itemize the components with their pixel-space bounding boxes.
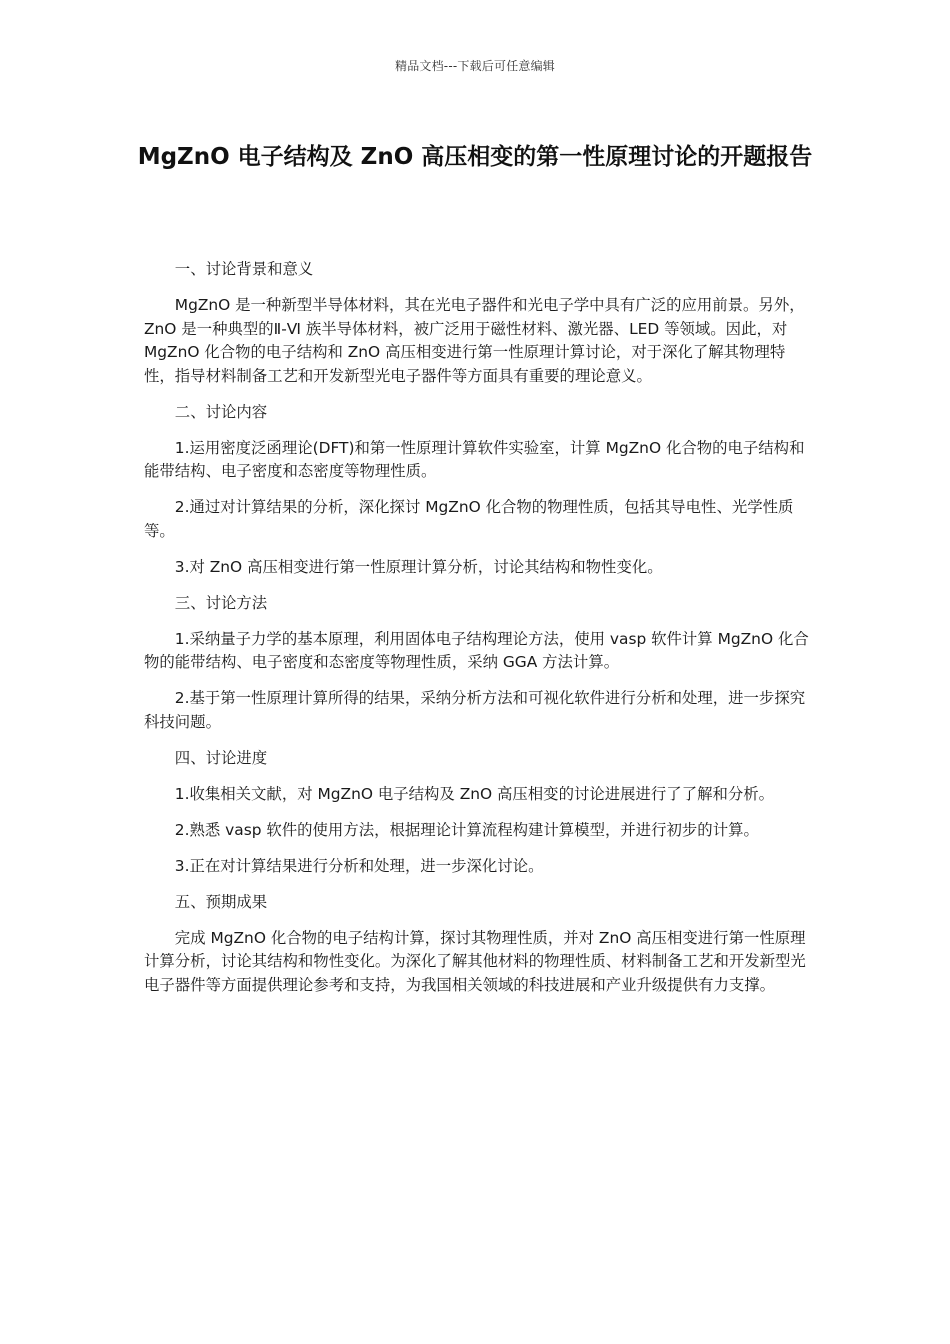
section-heading: 二、讨论内容	[174, 402, 268, 421]
paragraph: 2.熟悉 vasp 软件的使用方法，根据理论计算流程构建计算模型，并进行初步的计算。	[174, 820, 759, 839]
paragraph: 2.通过对计算结果的分析，深化探讨 MgZnO 化合物的物理性质，包括其导电性、光学性质等。	[144, 498, 794, 540]
section-heading: 三、讨论方法	[174, 593, 268, 612]
paragraph: 2.基于第一性原理计算所得的结果，采纳分析方法和可视化软件进行分析和处理，进一步探究科技问题。	[144, 689, 806, 731]
paragraph: 3.正在对计算结果进行分析和处理，进一步深化讨论。	[174, 856, 544, 875]
paragraph: 1.运用密度泛函理论(DFT)和第一性原理计算软件实验室，计算 MgZnO 化合物的电子结构和能带结构、电子密度和态密度等物理性质。	[144, 438, 805, 480]
paragraph: 1.收集相关文献，对 MgZnO 电子结构及 ZnO 高压相变的讨论进展进行了了解和分析。	[174, 784, 775, 803]
paragraph: 完成 MgZnO 化合物的电子结构计算，探讨其物理性质，并对 ZnO 高压相变进行第一性原理计算分析，讨论其结构和物性变化。为深化了解其他材料的物理性质、材料制备工艺和开发新型光电子器件等方面提供理论参考和支持，为我国相关领域的科技进展和产业升级提供有力支撑。	[144, 928, 806, 994]
section-heading: 一、讨论背景和意义	[174, 260, 314, 278]
document-body	[144, 258, 810, 1010]
paragraph: 1.采纳量子力学的基本原理，利用固体电子结构理论方法，使用 vasp 软件计算 MgZnO 化合物的能带结构、电子密度和态密度等物理性质，采纳 GGA 方法计算。	[144, 629, 809, 671]
section-heading: 四、讨论进度	[174, 748, 268, 767]
section-heading: 五、预期成果	[174, 892, 268, 911]
paragraph: MgZnO 是一种新型半导体材料，其在光电子器件和光电子学中具有广泛的应用前景。另外，ZnO 是一种典型的Ⅱ-Ⅵ 族半导体材料，被广泛用于磁性材料、激光器、LED 等领域。因此，对 MgZnO 化合物的电子结构和 ZnO 高压相变进行第一性原理计算讨论，对于深化了解其物理特性，指导材料制备工艺和开发新型光电子器件等方面具有重要的理论意义。	[144, 296, 805, 385]
header-note: 精品文档---下载后可任意编辑	[395, 59, 555, 73]
paragraph: 3.对 ZnO 高压相变进行第一性原理计算分析，讨论其结构和物性变化。	[174, 557, 663, 576]
document-title: MgZnO 电子结构及 ZnO 高压相变的第一性原理讨论的开题报告	[137, 144, 813, 170]
